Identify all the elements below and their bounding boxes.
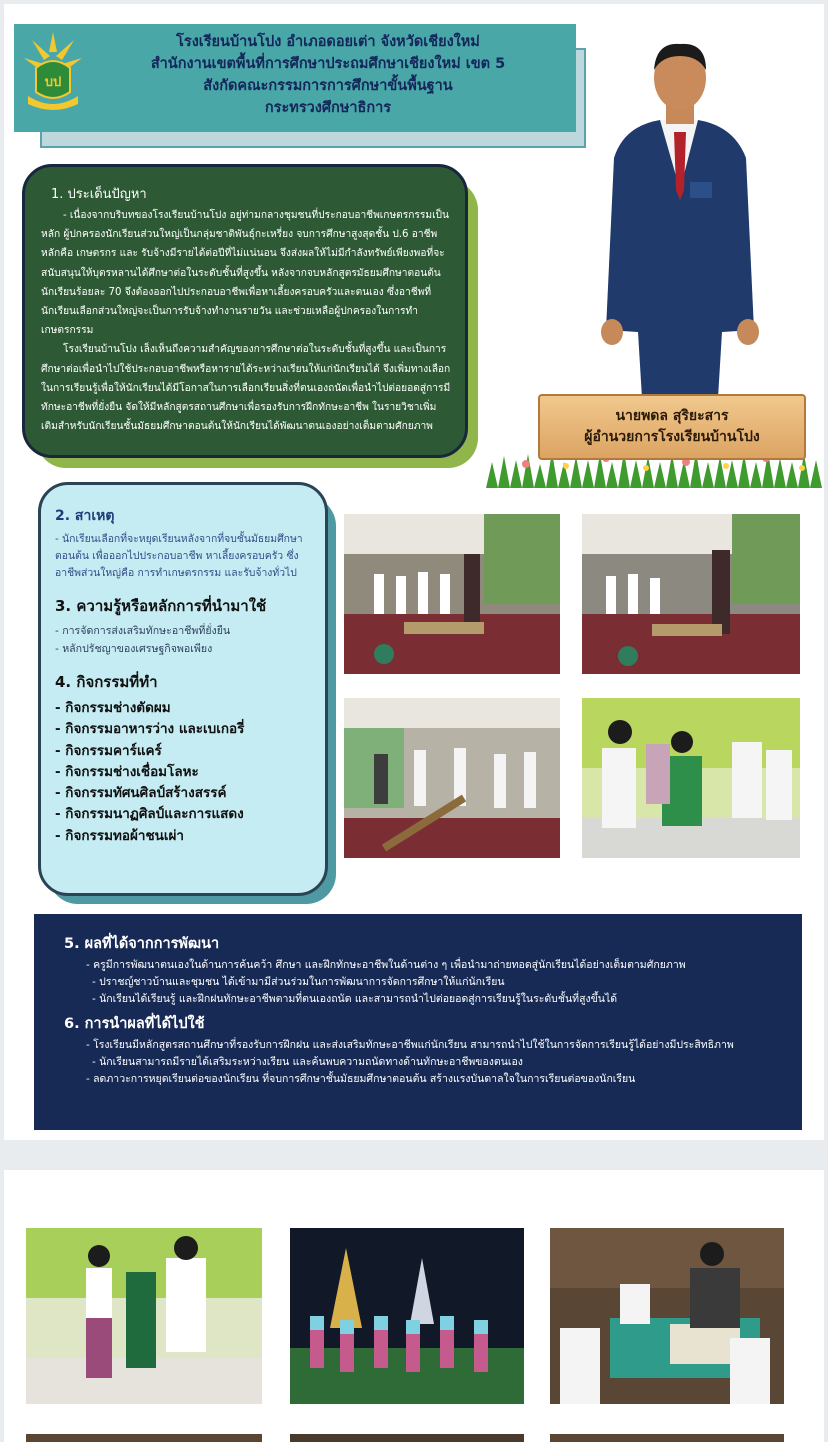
activity-item: - กิจกรรมนาฏศิลป์และการแสดง: [55, 806, 244, 823]
principal-photo: [594, 40, 764, 398]
section-results: [34, 914, 802, 1130]
section6-heading: 6. การนำผลที่ได้ไปใช้: [64, 1016, 205, 1032]
section4-heading: 4. กิจกรรมที่ทำ: [55, 673, 158, 691]
section3-heading: 3. ความรู้หรือหลักการที่นำมาใช้: [55, 597, 267, 615]
header-line-school: โรงเรียนบ้านโปง อำเภอดอยเต่า จังหวัดเชียงใหม่: [176, 34, 480, 50]
activity-photo-dance-practice: [26, 1228, 262, 1404]
section1-paragraph-2: โรงเรียนบ้านโปง เล็งเห็นถึงความสำคัญของการศึกษาต่อในระดับชั้นที่สูงขึ้น และเป็นการศึกษาต่อเพื่อนำไปใช้ประกอบอาชีพหรือหารายได้ระหว่างเรียนให้แก่นักเรียนได้ จึงเพิ่มทางเลือกในการเรียนรู้เพื่อให้นักเรียนได้มีโอกาสในการเลือกเรียนสิ่งที่ตนเองถนัดเพื่อนำไปต่อยอดสู่การมีทักษะอาชีพที่ยั่งยืน จัดให้มีหลักสูตรสถานศึกษาเพื่อรองรับการฝึกทักษะอาชีพ ในรายวิชาเพิ่มเติมสำหรับนักเรียนชั้นมัธยมศึกษาตอนต้นให้นักเรียนได้พัฒนาตนเองอย่างเต็มตามศักยภาพ: [41, 344, 451, 433]
principal-title: ผู้อำนวยการโรงเรียนบ้านโปง: [584, 429, 760, 445]
activity-item: - กิจกรรมทอผ้าชนเผ่า: [55, 827, 184, 844]
activity-item: - กิจกรรมช่างเชื่อมโลหะ: [55, 763, 199, 780]
section5-heading: 5. ผลที่ได้จากการพัฒนา: [64, 936, 220, 952]
logo-text: บป: [44, 75, 62, 90]
section-problem: [22, 164, 468, 458]
activity-photo-haircut: [582, 698, 800, 858]
poster-page-2: [4, 1170, 824, 1442]
activity-photo-art-class: [550, 1228, 784, 1404]
section6-item: - ลดภาวะการหยุดเรียนต่อของนักเรียน ที่จบการศึกษาชั้นมัธยมศึกษาตอนต้น สร้างแรงบันดาลใจในการเรียนต่อของนักเรียน: [86, 1073, 636, 1085]
activity-photo-weaving: [344, 698, 560, 858]
header-line-office: สังกัดคณะกรรมการการศึกษาขั้นพื้นฐาน: [203, 78, 453, 94]
section1-paragraph-1: - เนื่องจากบริบทของโรงเรียนบ้านโปง อยู่ท่ามกลางชุมชนที่ประกอบอาชีพเกษตรกรรมเป็นหลัก ผู้ปกครองนักเรียนส่วนใหญ่เป็นกลุ่มชาติพันธุ์กะเหรี่ยง จบการศึกษาสูงสุดชั้น ป.6 อาชีพหลักคือ เกษตรกร และ รับจ้างมีรายได้ต่อปีที่ไม่แน่นอน จึงส่งผลให้ไม่มีกำลังทรัพย์เพียงพอที่จะสนับสนุนให้บุตรหลานได้ศึกษาต่อในระดับชั้นที่สูงขึ้น หลังจากจบหลักสูตรมัธยมศึกษาตอนต้น นักเรียนร้อยละ 70 จึงต้องออกไปประกอบอาชีพเพื่อหาเลี้ยงครอบครัวและตนเอง ซึ่งอาชีพที่นักเรียนเลือกส่วนใหญ่จะเป็นการรับจ้างทำงานรายวัน และช่วยเหลือผู้ปกครองในการทำเกษตรกรรม: [41, 210, 449, 337]
section5-item: - ครูมีการพัฒนาตนเองในด้านการค้นคว้า ศึกษา และฝึกทักษะอาชีพในด้านต่าง ๆ เพื่อนำมาถ่ายทอดสู่นักเรียนได้อย่างเต็มตามศักยภาพ: [86, 959, 686, 971]
section6-item: - โรงเรียนมีหลักสูตรสถานศึกษาที่รองรับการฝึกฝน และส่งเสริมทักษะอาชีพแก่นักเรียน สามารถนำไปใช้ในการจัดการเรียนรู้ได้อย่างมีประสิทธิภาพ: [86, 1039, 734, 1051]
principal-name-board: [538, 394, 806, 460]
school-logo: [22, 30, 84, 114]
activity-item: - กิจกรรมคาร์แคร์: [55, 742, 162, 759]
activity-photo-cooking-2: [582, 514, 800, 674]
section5-item: - ปราชญ์ชาวบ้านและชุมชน ได้เข้ามามีส่วนร่วมในการพัฒนาการจัดการศึกษาให้แก่นักเรียน: [92, 976, 505, 988]
section1-heading: 1. ประเด็นปัญหา: [51, 187, 147, 202]
photo-strip-edge: [290, 1434, 524, 1442]
section3-item: - การจัดการส่งเสริมทักษะอาชีพที่ยั่งยืน: [55, 625, 231, 637]
activity-photo-dance-performance: [290, 1228, 524, 1404]
header-title: [88, 31, 568, 119]
section2-text: - นักเรียนเลือกที่จะหยุดเรียนหลังจากที่จบชั้นมัธยมศึกษาตอนต้น เพื่อออกไปประกอบอาชีพ หาเลี้ยงครอบครัว ซึ่งอาชีพส่วนใหญ่คือ การทำเกษตรกรรม และรับจ้างทั่วไป: [55, 533, 303, 579]
section6-item: - นักเรียนสามารถมีรายได้เสริมระหว่างเรียน และค้นพบความถนัดทางด้านทักษะอาชีพของตนเอง: [92, 1056, 523, 1068]
principal-name: นายพดล สุริยะสาร: [615, 408, 729, 424]
photo-strip-edge: [26, 1434, 262, 1442]
section-causes-principles-activities: [38, 482, 328, 896]
activity-photo-cooking-1: [344, 514, 560, 674]
activity-item: - กิจกรรมอาหารว่าง และเบเกอรี่: [55, 721, 245, 738]
activity-item: - กิจกรรมทัศนศิลป์สร้างสรรค์: [55, 785, 227, 802]
header-line-area: สำนักงานเขตพื้นที่การศึกษาประถมศึกษาเชียงใหม่ เขต 5: [150, 56, 506, 72]
header-line-ministry: กระทรวงศึกษาธิการ: [264, 100, 392, 116]
poster-page-1: [4, 4, 824, 1140]
section3-item: - หลักปรัชญาของเศรษฐกิจพอเพียง: [55, 643, 213, 655]
activity-item: - กิจกรรมช่างตัดผม: [55, 700, 171, 716]
section2-heading: 2. สาเหตุ: [55, 508, 115, 524]
section5-item: - นักเรียนได้เรียนรู้ และฝึกฝนทักษะอาชีพตามที่ตนเองถนัด และสามารถนำไปต่อยอดสู่การเรียนรู้ในระดับชั้นที่สูงขึ้นได้: [92, 993, 618, 1005]
photo-strip-edge: [550, 1434, 784, 1442]
